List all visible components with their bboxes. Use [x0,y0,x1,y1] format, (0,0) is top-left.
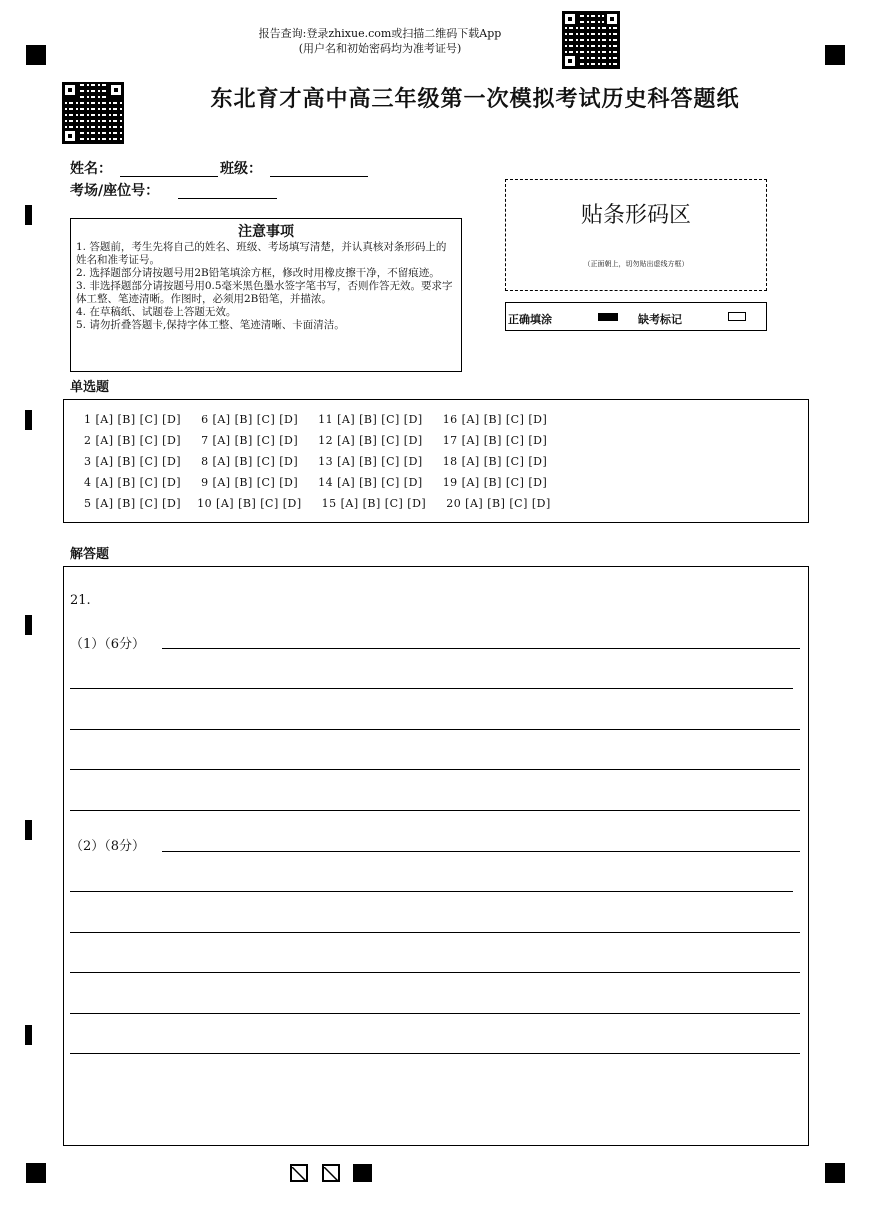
mc-answer-box [63,399,809,523]
barcode-hint: （正面朝上，切勿贴出虚线方框） [583,260,689,268]
page-title: 东北育才高中高三年级第一次模拟考试历史科答题纸 [210,87,740,112]
page-marker-hatched [290,1164,308,1182]
part1-label: （1）（6分） [70,637,146,652]
notice-item: 2. 选择题部分请按题号用2B铅笔填涂方框，修改时用橡皮擦干净，不留痕迹。 [76,267,440,279]
correct-fill-sample [598,313,618,321]
mc-row-1[interactable]: 1 [A] [B] [C] [D] 6 [A] [B] [C] [D] 11 [A] [B] [C] [D] 16 [A] [B] [C] [D] [84,413,548,426]
mc-row-4[interactable]: 4 [A] [B] [C] [D] 9 [A] [B] [C] [D] 14 [A] [B] [C] [D] 19 [A] [B] [C] [D] [84,476,548,489]
barcode-area [505,179,767,291]
timing-mark [25,820,32,840]
report-query-note [230,26,530,56]
answer-line[interactable] [70,729,800,730]
answer-line[interactable] [70,810,800,811]
page-marker-hatched [322,1164,340,1182]
timing-mark [25,205,32,225]
seat-label: 考场/座位号： [70,183,160,199]
notice-item: 5. 请勿折叠答题卡,保持字体工整、笔迹清晰、卡面清洁。 [76,319,345,331]
notice-box [70,218,462,372]
notice-heading: 注意事项 [238,224,294,240]
registration-mark-top-right [825,45,845,65]
absent-mark-label: 缺考标记 [638,313,682,326]
absent-mark-box[interactable] [728,312,746,321]
answer-line[interactable] [70,688,793,689]
answer-section-label: 解答题 [70,547,110,562]
name-label: 姓名： [70,161,112,177]
answer-line[interactable] [70,1053,800,1054]
registration-mark-bottom-left [26,1163,46,1183]
question-number: 21. [70,593,91,608]
part2-label: （2）（8分） [70,839,146,854]
notice-item: 1. 答题前，考生先将自己的姓名、班级、考场填写清楚，并认真核对条形码上的姓名和准考证号。 [76,241,447,266]
qr-code-top [562,11,620,69]
class-field[interactable] [270,176,368,177]
answer-line[interactable] [162,851,800,852]
mc-row-5[interactable]: 5 [A] [B] [C] [D] 10 [A] [B] [C] [D] 15 [A] [B] [C] [D] 20 [A] [B] [C] [D] [84,497,551,510]
notice-item: 4. 在草稿纸、试题卷上答题无效。 [76,306,237,318]
timing-mark [25,615,32,635]
answer-line[interactable] [70,769,800,770]
mc-section-label: 单选题 [70,380,110,395]
report-query-line2: (用户名和初始密码均为准考证号) [298,42,462,55]
timing-mark [25,410,32,430]
answer-line[interactable] [70,1013,800,1014]
fill-legend [505,302,767,331]
timing-mark [25,1025,32,1045]
answer-line[interactable] [70,972,800,973]
seat-field[interactable] [178,198,277,199]
qr-code-left [62,82,124,144]
answer-line[interactable] [70,932,800,933]
answer-box [63,566,809,1146]
name-field[interactable] [120,176,218,177]
barcode-title: 贴条形码区 [580,203,691,228]
answer-line[interactable] [162,648,800,649]
registration-mark-top-left [26,45,46,65]
report-query-line1: 报告查询:登录zhixue.com或扫描二维码下载App [258,27,502,40]
registration-mark-bottom-right [825,1163,845,1183]
page-marker-filled [353,1164,372,1182]
class-label: 班级： [220,161,262,177]
correct-fill-label: 正确填涂 [508,313,552,326]
mc-row-2[interactable]: 2 [A] [B] [C] [D] 7 [A] [B] [C] [D] 12 [A] [B] [C] [D] 17 [A] [B] [C] [D] [84,434,548,447]
notice-item: 3. 非选择题部分请按题号用0.5毫米黑色墨水签字笔书写，否则作答无效。要求字体工整、笔迹清晰。作图时，必须用2B铅笔，并描浓。 [76,280,453,305]
mc-row-3[interactable]: 3 [A] [B] [C] [D] 8 [A] [B] [C] [D] 13 [A] [B] [C] [D] 18 [A] [B] [C] [D] [84,455,548,468]
answer-line[interactable] [70,891,793,892]
